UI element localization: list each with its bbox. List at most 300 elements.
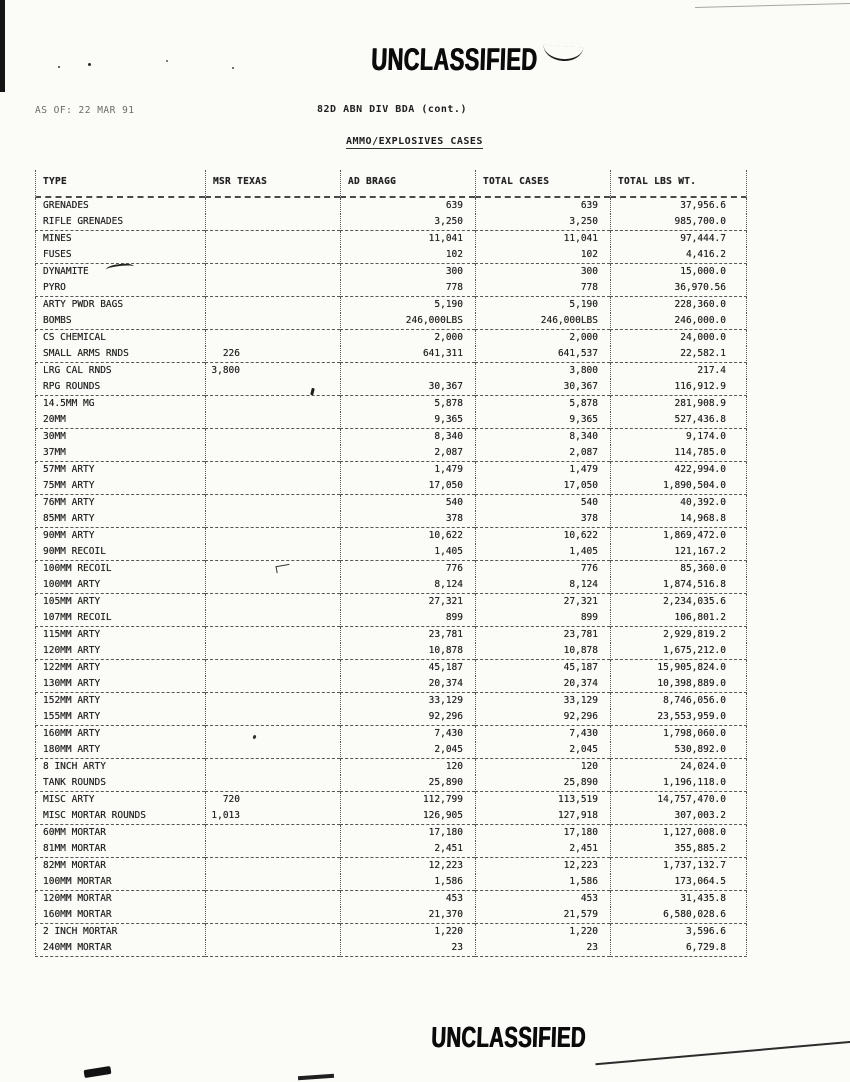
cell-msr	[205, 676, 340, 693]
cell-type: 100MM ARTY	[35, 577, 205, 594]
cell-msr	[205, 891, 340, 907]
cell-type: 37MM	[35, 445, 205, 462]
cell-msr	[205, 429, 340, 445]
cell-cases: 12,223	[475, 858, 610, 874]
cell-bragg: 10,878	[340, 643, 475, 660]
cell-bragg: 453	[340, 891, 475, 907]
cell-cases: 21,579	[475, 907, 610, 924]
cell-type: ARTY PWDR BAGS	[35, 297, 205, 313]
table-row	[35, 825, 747, 841]
cell-lbs: 14,968.8	[610, 511, 747, 528]
cell-lbs: 40,392.0	[610, 495, 747, 511]
cell-type: 20MM	[35, 412, 205, 429]
cell-lbs: 24,000.0	[610, 330, 747, 346]
table-row	[35, 940, 747, 957]
cell-type: 76MM ARTY	[35, 495, 205, 511]
cell-msr	[205, 693, 340, 709]
table-row	[35, 478, 747, 495]
scan-line-bottom-right	[595, 1041, 850, 1065]
cell-type: PYRO	[35, 280, 205, 297]
table-row	[35, 247, 747, 264]
cell-cases: 3,800	[475, 363, 610, 379]
cell-msr	[205, 214, 340, 231]
cell-bragg: 45,187	[340, 660, 475, 676]
cell-msr	[205, 874, 340, 891]
cell-cases: 127,918	[475, 808, 610, 825]
ink-speck	[232, 67, 234, 69]
cell-msr	[205, 627, 340, 643]
table-row	[35, 346, 747, 363]
cell-lbs: 2,929,819.2	[610, 627, 747, 643]
cell-msr	[205, 511, 340, 528]
cell-msr	[205, 858, 340, 874]
table-header-row	[35, 170, 747, 198]
cell-cases: 1,220	[475, 924, 610, 940]
column-header-msr-texas: MSR TEXAS	[205, 170, 340, 198]
table-row	[35, 231, 747, 247]
cell-lbs: 23,553,959.0	[610, 709, 747, 726]
table-row	[35, 709, 747, 726]
cell-type: 85MM ARTY	[35, 511, 205, 528]
cell-bragg: 102	[340, 247, 475, 264]
table-row	[35, 610, 747, 627]
table-row	[35, 363, 747, 379]
cell-msr	[205, 940, 340, 957]
cell-type: 82MM MORTAR	[35, 858, 205, 874]
document-title: 82D ABN DIV BDA (cont.)	[317, 104, 467, 115]
cell-bragg: 2,087	[340, 445, 475, 462]
scan-edge-bar	[0, 0, 5, 92]
unclassified-stamp-top: UNCLASSIFIED	[370, 42, 539, 77]
cell-lbs: 3,596.6	[610, 924, 747, 940]
cell-bragg: 23	[340, 940, 475, 957]
cell-lbs: 2,234,035.6	[610, 594, 747, 610]
cell-lbs: 1,737,132.7	[610, 858, 747, 874]
cell-bragg: 2,045	[340, 742, 475, 759]
cell-lbs: 37,956.6	[610, 198, 747, 214]
cell-bragg: 11,041	[340, 231, 475, 247]
cell-msr	[205, 594, 340, 610]
cell-bragg: 300	[340, 264, 475, 280]
table-row	[35, 676, 747, 693]
cell-type: 100MM RECOIL	[35, 561, 205, 577]
cell-msr	[205, 924, 340, 940]
cell-lbs: 36,970.56	[610, 280, 747, 297]
cell-msr	[205, 841, 340, 858]
column-header-type: TYPE	[35, 170, 205, 198]
cell-cases: 246,000LBS	[475, 313, 610, 330]
table-row	[35, 561, 747, 577]
as-of-date: AS OF: 22 MAR 91	[35, 105, 135, 116]
cell-cases: 8,124	[475, 577, 610, 594]
cell-cases: 10,878	[475, 643, 610, 660]
cell-msr: 3,800	[205, 363, 340, 379]
cell-lbs: 9,174.0	[610, 429, 747, 445]
column-header-total-cases: TOTAL CASES	[475, 170, 610, 198]
table-row	[35, 924, 747, 940]
cell-bragg: 639	[340, 198, 475, 214]
cell-cases: 2,045	[475, 742, 610, 759]
column-header-ad-bragg: AD BRAGG	[340, 170, 475, 198]
cell-msr	[205, 561, 340, 577]
cell-bragg: 126,905	[340, 808, 475, 825]
cell-msr	[205, 709, 340, 726]
cell-lbs: 1,798,060.0	[610, 726, 747, 742]
cell-type: CS CHEMICAL	[35, 330, 205, 346]
table-row	[35, 594, 747, 610]
cell-cases: 27,321	[475, 594, 610, 610]
cell-bragg: 27,321	[340, 594, 475, 610]
ammo-table-body	[35, 198, 747, 957]
cell-bragg: 1,220	[340, 924, 475, 940]
cell-cases: 113,519	[475, 792, 610, 808]
table-row	[35, 808, 747, 825]
table-row	[35, 775, 747, 792]
cell-lbs: 14,757,470.0	[610, 792, 747, 808]
cell-lbs: 106,801.2	[610, 610, 747, 627]
cell-type: MISC MORTAR ROUNDS	[35, 808, 205, 825]
cell-cases: 540	[475, 495, 610, 511]
table-row	[35, 693, 747, 709]
table-row	[35, 198, 747, 214]
table-row	[35, 643, 747, 660]
cell-bragg	[340, 363, 475, 379]
cell-cases: 1,405	[475, 544, 610, 561]
cell-msr	[205, 759, 340, 775]
ink-speck	[88, 63, 91, 66]
table-row	[35, 297, 747, 313]
cell-msr: 720	[205, 792, 340, 808]
cell-type: 130MM ARTY	[35, 676, 205, 693]
cell-cases: 11,041	[475, 231, 610, 247]
cell-lbs: 355,885.2	[610, 841, 747, 858]
cell-msr	[205, 412, 340, 429]
cell-msr	[205, 247, 340, 264]
cell-msr	[205, 610, 340, 627]
cell-cases: 102	[475, 247, 610, 264]
cell-lbs: 1,869,472.0	[610, 528, 747, 544]
cell-type: GRENADES	[35, 198, 205, 214]
scan-line-top-right	[695, 3, 850, 8]
cell-msr	[205, 825, 340, 841]
cell-cases: 17,050	[475, 478, 610, 495]
cell-lbs: 116,912.9	[610, 379, 747, 396]
cell-cases: 776	[475, 561, 610, 577]
table-row	[35, 511, 747, 528]
cell-lbs: 1,675,212.0	[610, 643, 747, 660]
cell-type: TANK ROUNDS	[35, 775, 205, 792]
cell-type: 14.5MM MG	[35, 396, 205, 412]
cell-type: 30MM	[35, 429, 205, 445]
cell-cases: 120	[475, 759, 610, 775]
table-row	[35, 759, 747, 775]
table-row	[35, 214, 747, 231]
ammo-explosives-table	[35, 170, 747, 957]
table-row	[35, 429, 747, 445]
cell-bragg: 1,479	[340, 462, 475, 478]
cell-cases: 899	[475, 610, 610, 627]
cell-lbs: 97,444.7	[610, 231, 747, 247]
cell-type: 152MM ARTY	[35, 693, 205, 709]
cell-msr	[205, 643, 340, 660]
cell-cases: 453	[475, 891, 610, 907]
cell-msr	[205, 726, 340, 742]
cell-lbs: 1,196,118.0	[610, 775, 747, 792]
cell-type: FUSES	[35, 247, 205, 264]
cell-msr	[205, 544, 340, 561]
table-row	[35, 330, 747, 346]
table-row	[35, 412, 747, 429]
unclassified-stamp-bottom: UNCLASSIFIED	[430, 1020, 587, 1054]
table-row	[35, 792, 747, 808]
cell-type: MISC ARTY	[35, 792, 205, 808]
cell-lbs: 31,435.8	[610, 891, 747, 907]
cell-cases: 17,180	[475, 825, 610, 841]
cell-bragg: 246,000LBS	[340, 313, 475, 330]
cell-cases: 30,367	[475, 379, 610, 396]
table-row	[35, 544, 747, 561]
table-row	[35, 264, 747, 280]
cell-lbs: 530,892.0	[610, 742, 747, 759]
cell-msr	[205, 577, 340, 594]
cell-cases: 300	[475, 264, 610, 280]
cell-bragg: 112,799	[340, 792, 475, 808]
cell-cases: 5,190	[475, 297, 610, 313]
cell-bragg: 25,890	[340, 775, 475, 792]
cell-lbs: 281,908.9	[610, 396, 747, 412]
cell-bragg: 5,878	[340, 396, 475, 412]
cell-type: 100MM MORTAR	[35, 874, 205, 891]
cell-bragg: 30,367	[340, 379, 475, 396]
table-row	[35, 462, 747, 478]
cell-lbs: 985,700.0	[610, 214, 747, 231]
cell-lbs: 527,436.8	[610, 412, 747, 429]
cell-bragg: 21,370	[340, 907, 475, 924]
table-row	[35, 313, 747, 330]
document-subtitle: AMMO/EXPLOSIVES CASES	[346, 136, 483, 147]
cell-bragg: 899	[340, 610, 475, 627]
cell-msr	[205, 297, 340, 313]
cell-lbs: 228,360.0	[610, 297, 747, 313]
cell-bragg: 33,129	[340, 693, 475, 709]
table-row	[35, 379, 747, 396]
cell-cases: 378	[475, 511, 610, 528]
table-row	[35, 841, 747, 858]
cell-type: 120MM ARTY	[35, 643, 205, 660]
cell-type: 155MM ARTY	[35, 709, 205, 726]
cell-bragg: 641,311	[340, 346, 475, 363]
cell-msr	[205, 660, 340, 676]
cell-msr	[205, 231, 340, 247]
cell-msr	[205, 462, 340, 478]
cell-bragg: 5,190	[340, 297, 475, 313]
cell-cases: 23	[475, 940, 610, 957]
cell-bragg: 8,124	[340, 577, 475, 594]
cell-cases: 1,479	[475, 462, 610, 478]
table-row	[35, 660, 747, 676]
cell-type: 2 INCH MORTAR	[35, 924, 205, 940]
cell-type: 160MM MORTAR	[35, 907, 205, 924]
cell-lbs: 22,582.1	[610, 346, 747, 363]
cell-bragg: 9,365	[340, 412, 475, 429]
cell-type: BOMBS	[35, 313, 205, 330]
table-row	[35, 874, 747, 891]
cell-lbs: 15,905,824.0	[610, 660, 747, 676]
cell-type: 75MM ARTY	[35, 478, 205, 495]
cell-lbs: 217.4	[610, 363, 747, 379]
cell-cases: 33,129	[475, 693, 610, 709]
cell-lbs: 4,416.2	[610, 247, 747, 264]
cell-msr	[205, 330, 340, 346]
cell-type: RPG ROUNDS	[35, 379, 205, 396]
cell-cases: 778	[475, 280, 610, 297]
cell-type: DYNAMITE	[35, 264, 205, 280]
cell-type: 90MM ARTY	[35, 528, 205, 544]
table-row	[35, 280, 747, 297]
cell-lbs: 1,874,516.8	[610, 577, 747, 594]
cell-type: LRG CAL RNDS	[35, 363, 205, 379]
cell-type: 160MM ARTY	[35, 726, 205, 742]
cell-bragg: 778	[340, 280, 475, 297]
cell-cases: 92,296	[475, 709, 610, 726]
table-row	[35, 907, 747, 924]
column-header-total-lbs: TOTAL LBS WT.	[610, 170, 747, 198]
pen-mark-curve	[543, 45, 584, 63]
table-row	[35, 891, 747, 907]
cell-bragg: 12,223	[340, 858, 475, 874]
cell-lbs: 121,167.2	[610, 544, 747, 561]
cell-bragg: 3,250	[340, 214, 475, 231]
cell-bragg: 10,622	[340, 528, 475, 544]
cell-msr	[205, 198, 340, 214]
cell-type: 120MM MORTAR	[35, 891, 205, 907]
cell-cases: 25,890	[475, 775, 610, 792]
cell-cases: 45,187	[475, 660, 610, 676]
cell-cases: 1,586	[475, 874, 610, 891]
scan-smudge-bottom-left	[84, 1066, 112, 1078]
cell-cases: 5,878	[475, 396, 610, 412]
cell-msr	[205, 313, 340, 330]
cell-msr	[205, 742, 340, 759]
cell-cases: 641,537	[475, 346, 610, 363]
cell-lbs: 1,127,008.0	[610, 825, 747, 841]
cell-bragg: 1,405	[340, 544, 475, 561]
cell-cases: 23,781	[475, 627, 610, 643]
cell-cases: 8,340	[475, 429, 610, 445]
cell-lbs: 114,785.0	[610, 445, 747, 462]
cell-msr	[205, 478, 340, 495]
cell-lbs: 8,746,056.0	[610, 693, 747, 709]
cell-msr	[205, 907, 340, 924]
cell-type: 180MM ARTY	[35, 742, 205, 759]
cell-cases: 10,622	[475, 528, 610, 544]
cell-bragg: 17,050	[340, 478, 475, 495]
cell-type: 107MM RECOIL	[35, 610, 205, 627]
cell-cases: 2,000	[475, 330, 610, 346]
table-row	[35, 445, 747, 462]
cell-msr: 1,013	[205, 808, 340, 825]
cell-lbs: 307,003.2	[610, 808, 747, 825]
cell-msr	[205, 495, 340, 511]
table-row	[35, 742, 747, 759]
cell-type: RIFLE GRENADES	[35, 214, 205, 231]
cell-bragg: 20,374	[340, 676, 475, 693]
scan-smudge-bottom-left	[298, 1074, 334, 1081]
cell-bragg: 17,180	[340, 825, 475, 841]
cell-type: 105MM ARTY	[35, 594, 205, 610]
cell-cases: 7,430	[475, 726, 610, 742]
cell-type: 57MM ARTY	[35, 462, 205, 478]
table-row	[35, 495, 747, 511]
cell-lbs: 6,580,028.6	[610, 907, 747, 924]
cell-lbs: 173,064.5	[610, 874, 747, 891]
table-row	[35, 528, 747, 544]
cell-lbs: 24,024.0	[610, 759, 747, 775]
cell-type: 81MM MORTAR	[35, 841, 205, 858]
cell-msr	[205, 396, 340, 412]
cell-msr	[205, 445, 340, 462]
cell-lbs: 1,890,504.0	[610, 478, 747, 495]
cell-msr	[205, 775, 340, 792]
cell-cases: 9,365	[475, 412, 610, 429]
cell-type: 8 INCH ARTY	[35, 759, 205, 775]
table-row	[35, 726, 747, 742]
cell-msr	[205, 379, 340, 396]
cell-bragg: 120	[340, 759, 475, 775]
cell-bragg: 540	[340, 495, 475, 511]
cell-type: 115MM ARTY	[35, 627, 205, 643]
cell-msr: 226	[205, 346, 340, 363]
cell-lbs: 15,000.0	[610, 264, 747, 280]
cell-cases: 639	[475, 198, 610, 214]
cell-lbs: 246,000.0	[610, 313, 747, 330]
cell-lbs: 10,398,889.0	[610, 676, 747, 693]
cell-cases: 2,451	[475, 841, 610, 858]
cell-lbs: 422,994.0	[610, 462, 747, 478]
cell-cases: 20,374	[475, 676, 610, 693]
cell-lbs: 85,360.0	[610, 561, 747, 577]
cell-bragg: 2,000	[340, 330, 475, 346]
cell-bragg: 8,340	[340, 429, 475, 445]
cell-type: 240MM MORTAR	[35, 940, 205, 957]
cell-type: 90MM RECOIL	[35, 544, 205, 561]
cell-bragg: 2,451	[340, 841, 475, 858]
table-row	[35, 396, 747, 412]
ink-speck	[58, 66, 60, 68]
cell-type: SMALL ARMS RNDS	[35, 346, 205, 363]
cell-bragg: 7,430	[340, 726, 475, 742]
cell-bragg: 92,296	[340, 709, 475, 726]
ammo-explosives-table-wrap	[35, 170, 747, 957]
cell-cases: 2,087	[475, 445, 610, 462]
cell-msr	[205, 280, 340, 297]
cell-bragg: 1,586	[340, 874, 475, 891]
cell-type: MINES	[35, 231, 205, 247]
table-row	[35, 858, 747, 874]
cell-bragg: 23,781	[340, 627, 475, 643]
table-row	[35, 627, 747, 643]
cell-type: 60MM MORTAR	[35, 825, 205, 841]
cell-bragg: 378	[340, 511, 475, 528]
cell-lbs: 6,729.8	[610, 940, 747, 957]
cell-msr	[205, 528, 340, 544]
ink-speck	[166, 60, 168, 62]
cell-bragg: 776	[340, 561, 475, 577]
table-row	[35, 577, 747, 594]
cell-msr	[205, 264, 340, 280]
cell-cases: 3,250	[475, 214, 610, 231]
cell-type: 122MM ARTY	[35, 660, 205, 676]
